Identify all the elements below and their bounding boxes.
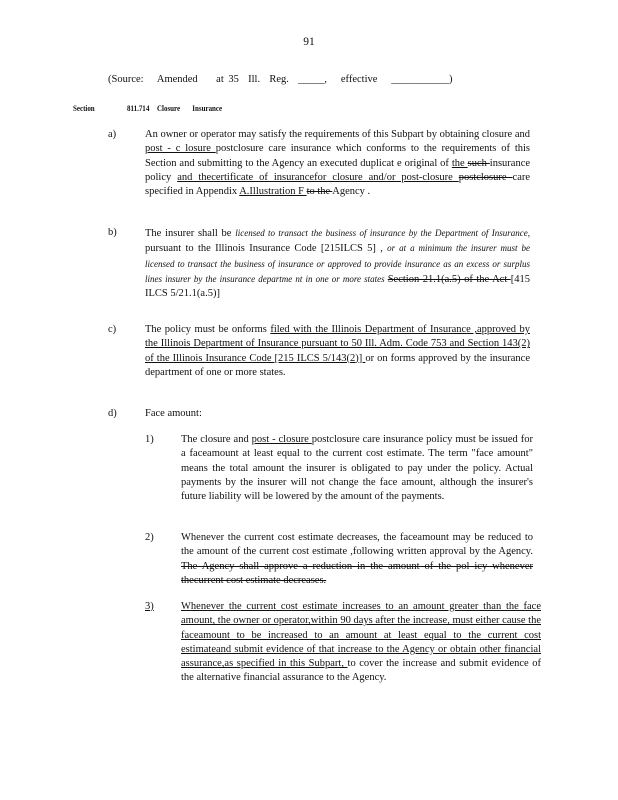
item-a-text	[145, 128, 530, 199]
text-run: The insurer shall be	[145, 228, 236, 239]
section-number: 811.71	[127, 103, 146, 113]
item-d3-label: 3)	[145, 601, 154, 612]
text-run: or on forms approved by the insurance department of one or more states.	[145, 352, 530, 378]
text-run: insurance policy	[145, 157, 531, 183]
text-run: Whenever the current cost estimate decreases, the faceamount may be reduced to the amount of the current cost estimate ,following written approval by the Agency.	[181, 532, 533, 558]
text-run: filed with the Illinois Department of Insurance ,approved by the Illinois Department of Insurance pursuant to 50 Ill. Adm. Code 753 and Section 143(2) of the Illinois Insurance Code [215 ILCS 5/143(2)]	[145, 324, 530, 364]
text-run: or at a minimum the insurer must be licensed to transact the business of insurance or approved to provide insurance as an excess or surplus lines insurer by the insurance departme nt in one or more states	[145, 243, 530, 284]
text-run: post - c losure	[145, 143, 216, 155]
text-run: The closure and	[181, 434, 252, 445]
text-run: Whenever the current cost estimate increases to an amount greater than the face amount, the owner or operator,within 90 days after the increase, must either cause the faceamount to be increased to an amount at least equal to the current cost estimateand submit evidence of that increase to the Agency or obtain other financial assurance,as specified in this Subpart,	[181, 601, 541, 670]
page-number: 91	[303, 36, 315, 48]
section-number-suffix: 4	[146, 103, 150, 113]
text-run: post - closure	[251, 434, 312, 445]
text-run: postclosure care insurance policy must be issued for a faceamount at least equal to the current cost estimate. The term "face amount" means the total amount the insurer is obligated to pay under the policy. Actual payments by the insurer will not change the face amount, although the insurer's future liability will be lowered by the amount of the payments.	[181, 434, 533, 503]
text-run: [415 ILCS 5/21.1(a.5)]	[145, 273, 530, 300]
text-run: postclosure care insurance which conforms to the requirements of this Section and submitting to the Agency an executed duplicat e original of	[145, 143, 530, 169]
item-d2-text	[181, 531, 533, 588]
item-d1-label: 1)	[145, 434, 154, 445]
item-b-label: b)	[108, 227, 117, 238]
source-note: (Source: Amended at 35 Ill. Reg. _____, effective ___________)	[108, 74, 453, 85]
text-run: postclosure	[458, 171, 513, 183]
text-run: care specified in Appendix	[145, 171, 531, 198]
text-run: Agency .	[332, 186, 371, 198]
text-run: The Agency shall approve a reduction in the amount of the pol icy whenever thecurrent cost estimate decreases.	[181, 560, 533, 586]
item-d3-text	[181, 600, 541, 686]
item-d-heading: Face amount:	[145, 408, 202, 419]
item-d-label: d)	[108, 408, 117, 419]
section-title: Closure Insurance	[157, 103, 223, 113]
section-label: Section	[73, 103, 95, 113]
text-run: An owner or operator may satisfy the requirements of this Subpart by obtaining closure and	[145, 129, 530, 140]
item-a-label: a)	[108, 129, 117, 140]
item-b-text	[145, 226, 530, 301]
item-d1-text	[181, 433, 533, 504]
text-run: the	[451, 157, 468, 169]
item-c-text	[145, 323, 530, 380]
text-run: The policy must be onforms	[145, 324, 271, 335]
text-run: A.Illustration F	[239, 186, 307, 198]
item-c-label: c)	[108, 324, 117, 335]
text-run: to the	[306, 186, 333, 198]
text-run: Section 21.1(a.5) of the Act	[387, 273, 511, 285]
item-d2-label: 2)	[145, 532, 154, 543]
text-run: such	[467, 157, 490, 169]
text-run: to cover the increase and submit evidence of the alternative financial assurance to the Agency.	[181, 658, 541, 684]
text-run: and thecertificate of insurancefor closure and/or post-closure	[177, 171, 459, 183]
text-run: pursuant to the Illinois Insurance Code [215ILCS 5] ,	[145, 243, 388, 255]
text-run: licensed to transact the business of insurance by the Department of Insurance,	[235, 228, 530, 238]
